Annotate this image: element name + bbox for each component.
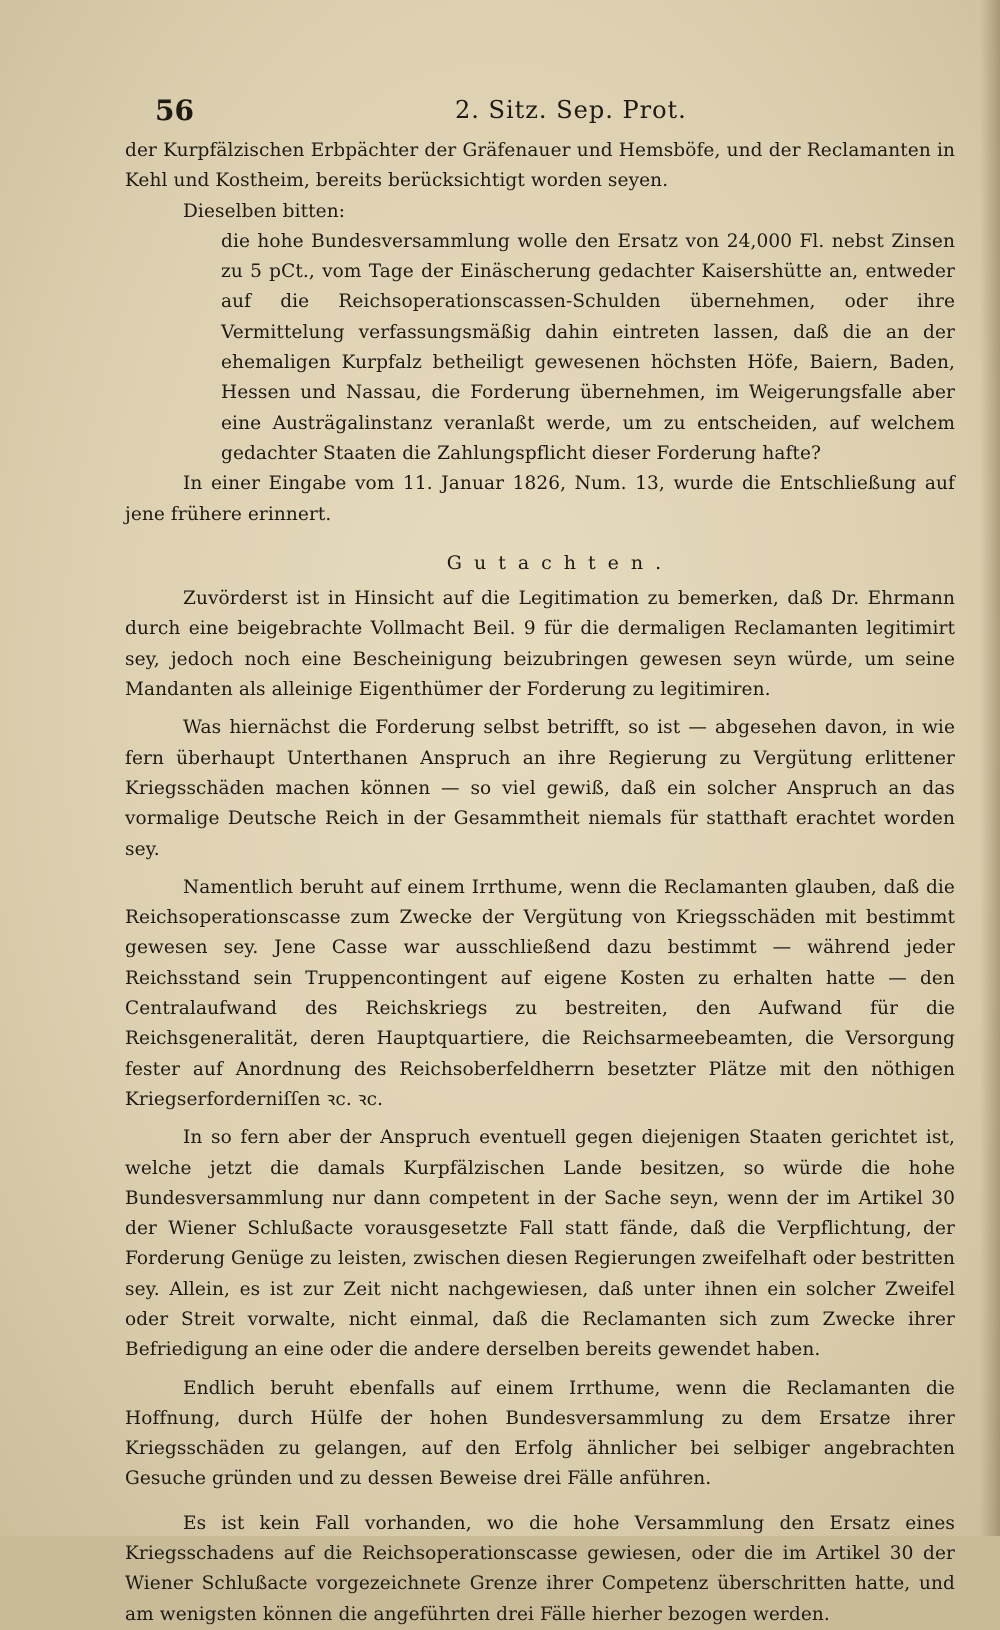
page-number: 56 bbox=[155, 94, 194, 127]
paragraph: Endlich beruht ebenfalls auf einem Irrthume, wenn die Reclamanten die Hoffnung, durch Hülfe der hohen Bundesversammlung zu dem Ersatze ihrer Kriegsschäden zu gelangen, auf den Erfolg ähnlicher bei selbiger angebrachten Gesuche gründen und zu dessen Beweise drei Fälle anführen. bbox=[125, 1377, 955, 1490]
running-title: 2. Sitz. Sep. Prot. bbox=[455, 96, 687, 124]
body-text bbox=[125, 136, 955, 1630]
petition-block bbox=[125, 227, 955, 469]
paragraph: die hohe Bundesversammlung wolle den Ersatz von 24,000 Fl. nebst Zinsen zu 5 pCt., vom Tage der Einäscherung gedachter Kaisershütte an, entweder auf die Reichsoperationscassen-Schulden übernehmen, oder ihre Vermittelung verfassungsmäßig dahin eintreten lassen, daß die an der ehemaligen Kurpfalz betheiligt gewesenen höchsten Höfe, Baiern, Baden, Hessen und Nassau, die Forderung übernehmen, im Weigerungsfalle aber eine Austrägalinstanz veranlaßt werde, um zu entscheiden, auf welchem gedachter Staaten die Zahlungspflicht dieser Forderung hafte? bbox=[221, 230, 955, 464]
paragraph: In einer Eingabe vom 11. Januar 1826, Num. 13, wurde die Entschließung auf jene frühere erinnert. bbox=[125, 473, 955, 525]
paragraph: Dieselben bitten: bbox=[183, 200, 346, 222]
paragraph: Namentlich beruht auf einem Irrthume, wenn die Reclamanten glauben, daß die Reichsoperationscasse zum Zwecke der Vergütung von Kriegsschäden mit bestimmt gewesen sey. Jene Casse war ausschließend dazu bestimmt — während jeder Reichsstand sein Truppencontingent auf eigene Kosten zu erhalten hatte — den Centralaufwand des Reichskriegs zu bestreiten, den Aufwand für die Reichsgeneralität, deren Hauptquartiere, die Reichsarmeebeamten, die Versorgung fester auf Anordnung des Reichsoberfeldherrn besetzter Plätze mit den nöthigen Kriegserforderniſſen ꝛc. ꝛc. bbox=[125, 876, 955, 1110]
page-edge-shadow bbox=[980, 0, 1000, 1536]
page-header bbox=[155, 94, 955, 130]
section-heading: Gutachten. bbox=[446, 551, 674, 574]
paragraph: Es ist kein Fall vorhanden, wo die hohe Versammlung den Ersatz eines Kriegsschadens auf die Reichsoperationscasse gewiesen, oder die im Artikel 30 der Wiener Schlußacte vorgezeichnete Grenze ihrer Competenz überschritten hatte, und am wenigsten können die angeführten drei Fälle hierher bezogen werden. bbox=[125, 1512, 955, 1625]
paragraph: Zuvörderst ist in Hinsicht auf die Legitimation zu bemerken, daß Dr. Ehrmann durch eine beigebrachte Vollmacht Beil. 9 für die dermaligen Reclamanten legitimirt sey, jedoch noch eine Bescheinigung beizubringen gewesen seyn würde, um seine Mandanten als alleinige Eigenthümer der Forderung zu legitimiren. bbox=[125, 588, 955, 701]
paragraph: der Kurpfälzischen Erbpächter der Gräfenauer und Hemsböfe, und der Reclamanten in Kehl und Kostheim, bereits berücksichtigt worden seyen. bbox=[125, 140, 955, 192]
paragraph: Was hiernächst die Forderung selbst betrifft, so ist — abgesehen davon, in wie fern überhaupt Unterthanen Anspruch an ihre Regierung zu Vergütung erlittener Kriegsschäden machen können — so viel gewiß, daß ein solcher Anspruch an das vormalige Deutsche Reich in der Gesammtheit niemals für statthaft erachtet worden sey. bbox=[125, 717, 955, 860]
paragraph: In so fern aber der Anspruch eventuell gegen diejenigen Staaten gerichtet ist, welche jetzt die damals Kurpfälzischen Lande besitzen, so würde die hohe Bundesversammlung nur dann competent in der Sache seyn, wenn der im Artikel 30 der Wiener Schlußacte vorausgesetzte Fall statt fände, daß die Verpflichtung, der Forderung Genüge zu leisten, zwischen diesen Regierungen zweifelhaft oder bestritten sey. Allein, es ist zur Zeit nicht nachgewiesen, daß unter ihnen ein solcher Zweifel oder Streit vorwalte, nicht einmal, daß die Reclamanten sich zum Zwecke ihrer Befriedigung an eine oder die andere derselben bereits gewendet haben. bbox=[125, 1127, 955, 1361]
